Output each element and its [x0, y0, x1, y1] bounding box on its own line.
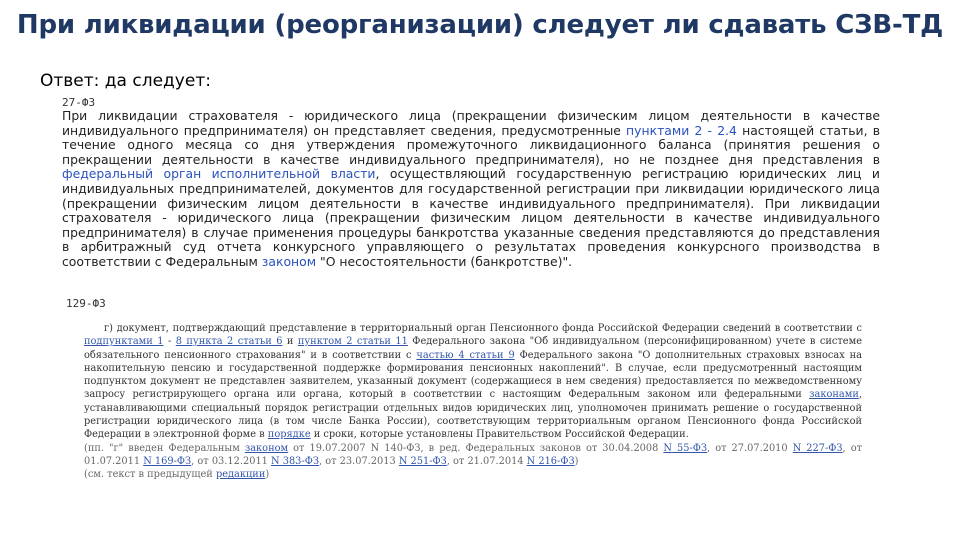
link-251-fz[interactable]: N 251-ФЗ	[398, 455, 447, 467]
answer-text: Ответ: да следует:	[40, 71, 211, 91]
link-zakonom[interactable]: законом	[261, 253, 317, 269]
link-redakcii[interactable]: редакции	[215, 469, 266, 481]
link-chast-4-st-9[interactable]: частью 4 статьи 9	[416, 349, 515, 361]
text: )	[574, 455, 579, 467]
text: )	[265, 469, 270, 481]
text: , от 01.07.2011	[84, 442, 863, 467]
link-federal-organ[interactable]: федеральный орган исполнительной власти	[62, 166, 376, 182]
link-punkt-2-st-11[interactable]: пунктом 2 статьи 11	[297, 336, 408, 348]
text: , осуществляющий государственную регистрацию юридических лиц и индивидуальных предпринимателей, документов для государственной регистрации при ликвидации юридического лица (прекращении физическим лицом деятельности в качестве индивидуального предпринимателя). При ликвидации страхователя - юридического лица (прекращении физическим лицом деятельности в качестве индивидуального предпринимателя) в случае применения процедуры банкротства указанные сведения представляются до представления в арбитражный суд отчета конкурсного управляющего о результатах проведения конкурсного производства в соответствии с Федеральным	[62, 166, 880, 269]
link-punkt-2-st-6[interactable]: 8 пункта 2 статьи 6	[175, 336, 283, 348]
text: , от 21.07.2014	[446, 455, 527, 467]
amendment-note	[84, 442, 862, 469]
link-55-fz[interactable]: N 55-ФЗ	[663, 442, 708, 454]
law-excerpt-129fz	[84, 322, 862, 482]
text: "О несостоятельности (банкротстве)".	[316, 253, 573, 269]
link-227-fz[interactable]: N 227-ФЗ	[792, 442, 843, 454]
text: и	[282, 336, 298, 348]
link-383-fz[interactable]: N 383-ФЗ	[271, 455, 319, 467]
law-label-129fz: 129-ФЗ	[66, 297, 106, 310]
law-label-27fz: 27-ФЗ	[62, 96, 96, 109]
link-poryadke[interactable]: порядке	[267, 429, 311, 441]
text: Федерального закона "Об индивидуальном (персонифицированном) учете в системе обязательного пенсионного страхования" и в соответствии с	[84, 336, 862, 361]
text: (см. текст в предыдущей	[84, 469, 216, 481]
link-216-fz[interactable]: N 216-ФЗ	[526, 455, 575, 467]
text: и сроки, которые установлены Правительством Российской Федерации.	[310, 429, 689, 441]
text: Федерального закона "О дополнительных страховых взносах на накопительную пенсию и государственной поддержке формирования пенсионных накоплений". В случае, если предусмотренный настоящим подпунктом документ не представлен заявителем, указанный документ (содержащиеся в нем сведения) предоставляется по межведомственному запросу регистрирующего органа или органа, который в соответствии с настоящим Федеральным законом или федеральными	[84, 349, 862, 401]
text: , устанавливающими специальный порядок регистрации отдельных видов юридических лиц, уполномочен принимать решение о государственной регистрации юридического лица (в том числе Банка России), соответствующим территориальным органом Пенсионного фонда Российской Федерации в электронной форме в	[84, 389, 862, 441]
prev-edition-note	[84, 468, 862, 481]
link-podpunktami[interactable]: подпунктами 1	[84, 336, 164, 348]
text: , от 23.07.2013	[318, 455, 399, 467]
text: г) документ, подтверждающий представление в территориальный орган Пенсионного фонда Российской Федерации сведений в соответствии с	[104, 323, 862, 334]
text: от 19.07.2007 N 140-ФЗ, в ред. Федеральных законов от 30.04.2008	[288, 442, 664, 454]
link-punktami[interactable]: пунктами 2 - 2.4	[626, 122, 737, 138]
link-zakonom-140[interactable]: законом	[244, 442, 289, 454]
text: , от 27.07.2010	[707, 442, 793, 454]
text: , от 03.12.2011	[191, 455, 272, 467]
excerpt-129fz-text	[84, 322, 862, 442]
text: -	[163, 336, 176, 348]
text: При ликвидации страхователя - юридического лица (прекращении физическим лицом деятельности в качестве индивидуального предпринимателя) он представляет сведения, предусмотренные	[62, 108, 880, 138]
law-excerpt-27fz	[62, 96, 880, 270]
link-zakonami[interactable]: законами	[809, 389, 859, 401]
excerpt-27fz-text	[62, 109, 880, 270]
link-169-fz[interactable]: N 169-ФЗ	[143, 455, 192, 467]
slide-title: При ликвидации (реорганизации) следует ли сдавать СЗВ-ТД	[16, 10, 944, 40]
text: настоящей статьи, в течение одного месяца со дня утверждения промежуточного ликвидационного баланса (принятия решения о прекращении деятельности в качестве индивидуального предпринимателя), но не позднее дня представления в	[62, 122, 881, 167]
text: (пп. "г" введен Федеральным	[84, 442, 245, 454]
